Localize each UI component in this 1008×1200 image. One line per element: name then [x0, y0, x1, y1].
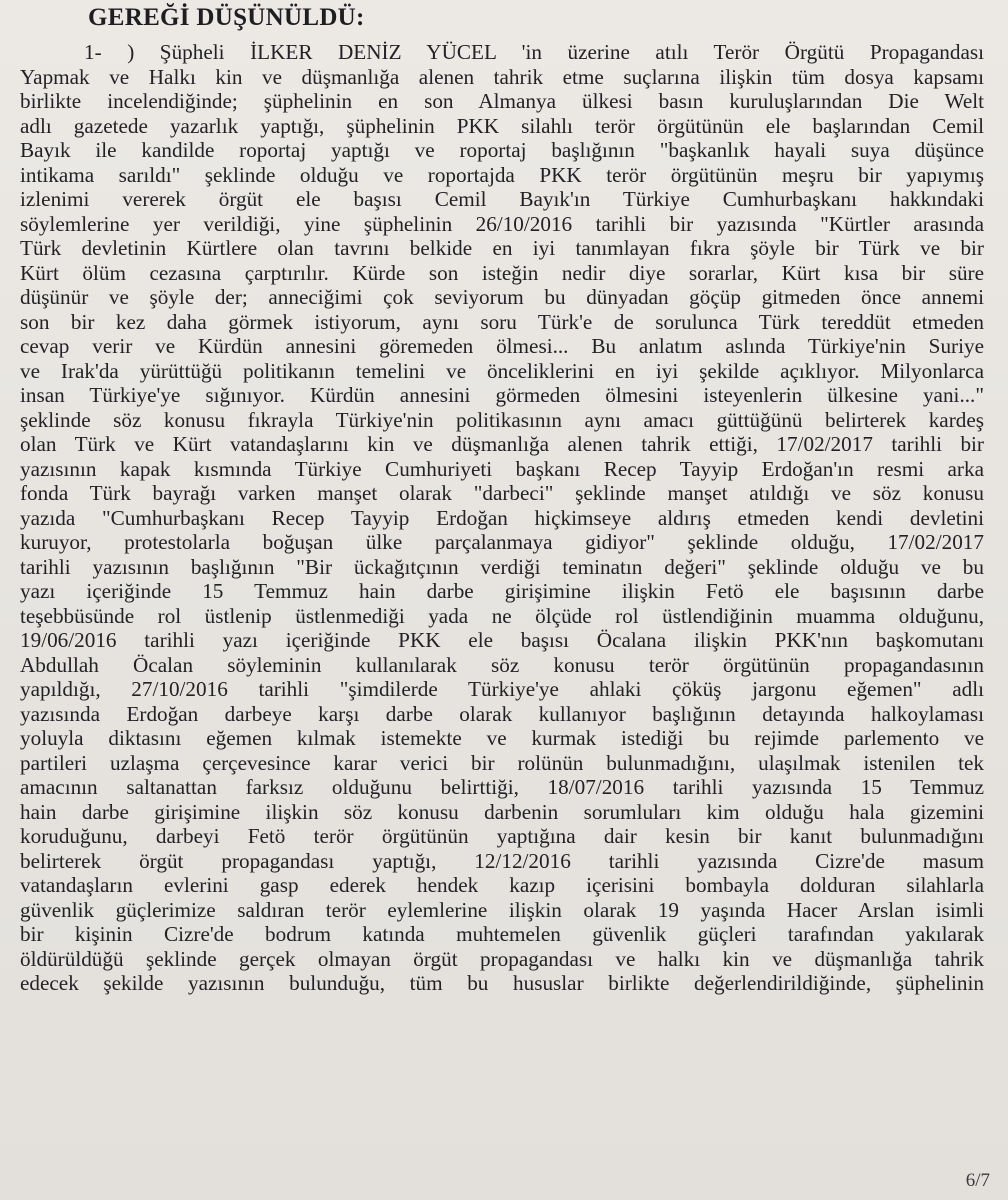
text-line: partileri uzlaşma çerçevesince karar verici bir rolünün bulunmadığını, ulaşılmak istenilen tek	[20, 750, 984, 775]
text-line: yazı içeriğinde 15 Temmuz hain darbe girişimine ilişkin Fetö ele başısının darbe	[20, 579, 984, 603]
text-line: teşebbüsünde rol üstlenip üstlenmediği yada ne ölçüde rol üstlendiğinin muamma olduğunu,	[20, 603, 984, 628]
text-line: amacının saltanattan farksız olduğunu belirttiği, 18/07/2016 tarihli yazısında 15 Temmuz	[20, 775, 984, 799]
text-line: kuruyor, protestolarla boğuşan ülke parçalanmaya gidiyor" şeklinde olduğu, 17/02/2017	[20, 530, 984, 554]
text-line: 19/06/2016 tarihli yazı içeriğinde PKK ele başısı Öcalana ilişkin PKK'nın başkomutanı	[20, 628, 984, 652]
text-line: yoluyla diktasını eğemen kılmak istemekte ve kurmak istediği bu rejimde parlemento ve	[20, 726, 984, 750]
text-line: cevap verir ve Kürdün annesini göremeden ölmesi... Bu anlatım aslında Türkiye'nin Suriye	[20, 334, 984, 358]
text-line: intikama sarıldı" şeklinde olduğu ve roportajda PKK terör örgütünün meşru bir yapıymış	[20, 162, 984, 187]
text-line: edecek şekilde yazısının bulunduğu, tüm bu hususlar birlikte değerlendirildiğinde, şüphelinin	[20, 971, 984, 995]
text-line: yazısında Erdoğan darbeye karşı darbe olarak kullanıyor başlığının detayında halkoylaması	[20, 701, 984, 726]
text-line: son bir kez daha görmek istiyorum, aynı soru Türk'e de sorulunca Türk tereddüt etmeden	[20, 309, 984, 334]
page-number: 6/7	[965, 1170, 990, 1191]
text-line: koruduğunu, darbeyi Fetö terör örgütünün yaptığına dair kesin bir kanıt bulunmadığını	[20, 824, 984, 848]
text-line: yazısının kapak kısmında Türkiye Cumhuriyeti başkanı Recep Tayyip Erdoğan'ın resmi arka	[20, 456, 984, 481]
text-line: birlikte incelendiğinde; şüphelinin en son Almanya ülkesi basın kuruluşlarından Die Welt	[20, 89, 984, 113]
text-line: 1- ) Şüpheli İLKER DENİZ YÜCEL 'in üzerine atılı Terör Örgütü Propagandası	[84, 40, 984, 64]
text-line: düşünür ve şöyle der; anneciğimi çok seviyorum bu dünyadan göçüp gitmeden önce annemi	[20, 285, 984, 309]
text-line: hain darbe girişimine ilişkin söz konusu darbenin sorumluları kim olduğu hala gizemini	[20, 799, 984, 824]
text-line: yazıda "Cumhurbaşkanı Recep Tayyip Erdoğan hiçkimseye aldırış etmeden kendi devletini	[20, 505, 984, 530]
text-line: vatandaşların evlerini gasp ederek hendek kazıp içerisini bombayla dolduran silahlarla	[20, 873, 984, 897]
text-line: Bayık ile kandilde roportaj yaptığı ve roportaj başlığının "başkanlık hayali suya düşünce	[20, 138, 984, 162]
text-line: Kürt ölüm cezasına çarptırılır. Kürde son isteğin nedir diye sorarlar, Kürt kısa bir süre	[20, 260, 984, 285]
text-line: Yapmak ve Halkı kin ve düşmanlığa alenen tahrik etme suçlarına ilişkin tüm dosya kapsamı	[20, 64, 984, 89]
text-line: şeklinde söz konusu fıkrayla Türkiye'nin politikasının aynı amacı güttüğünü belirterek kardeş	[20, 407, 984, 432]
text-line: insan Türkiye'ye sığınıyor. Kürdün annesini görmeden ölmesini isteyenlerin ülkesine yani..."	[20, 383, 984, 407]
text-line: güvenlik güçlerimize saldıran terör eylemlerine ilişkin olarak 19 yaşında Hacer Arslan isimli	[20, 897, 984, 922]
text-line: yapıldığı, 27/10/2016 tarihli "şimdilerde Türkiye'ye ahlaki çöküş jargonu eğemen" adlı	[20, 677, 984, 701]
section-heading: GEREĞİ DÜŞÜNÜLDÜ:	[88, 4, 365, 31]
text-line: Türk devletinin Kürtlere olan tavrını belkide en iyi tanımlayan fıkra şöyle bir Türk ve bir	[20, 236, 984, 260]
text-line: bir kişinin Cizre'de bodrum katında muhtemelen güvenlik güçleri tarafından yakılarak	[20, 922, 984, 946]
text-line: belirterek örgüt propagandası yaptığı, 12/12/2016 tarihli yazısında Cizre'de masum	[20, 848, 984, 873]
text-line: tarihli yazısının başlığının "Bir ückağıtçının verdiği teminatın değeri" şeklinde olduğu ve bu	[20, 554, 984, 579]
text-line: fonda Türk bayrağı varken manşet olarak "darbeci" şeklinde manşet atıldığı ve söz konusu	[20, 481, 984, 505]
text-line: söylemlerine yer verildiği, yine şüphelinin 26/10/2016 tarihli bir yazısında "Kürtler arasında	[20, 211, 984, 236]
text-line: izlenimi vererek örgüt ele başısı Cemil Bayık'ın Türkiye Cumhurbaşkanı hakkındaki	[20, 187, 984, 211]
text-line: adlı gazetede yazarlık yaptığı, şüphelinin PKK silahlı terör örgütünün ele başlarından Cemil	[20, 113, 984, 138]
text-line: Abdullah Öcalan söyleminin kullanılarak söz konusu terör örgütünün propagandasının	[20, 652, 984, 677]
text-line: ve Irak'da yürüttüğü politikanın temelini ve önceliklerini en iyi şekilde açıklıyor. Milyonlarca	[20, 358, 984, 383]
body-text	[20, 40, 984, 996]
text-line: olan Türk ve Kürt vatandaşlarını kin ve düşmanlığa alenen tahrik ettiği, 17/02/2017 tarihli bir	[20, 432, 984, 456]
text-line: öldürüldüğü şeklinde gerçek olmayan örgüt propagandası ve halkı kin ve düşmanlığa tahrik	[20, 946, 984, 971]
